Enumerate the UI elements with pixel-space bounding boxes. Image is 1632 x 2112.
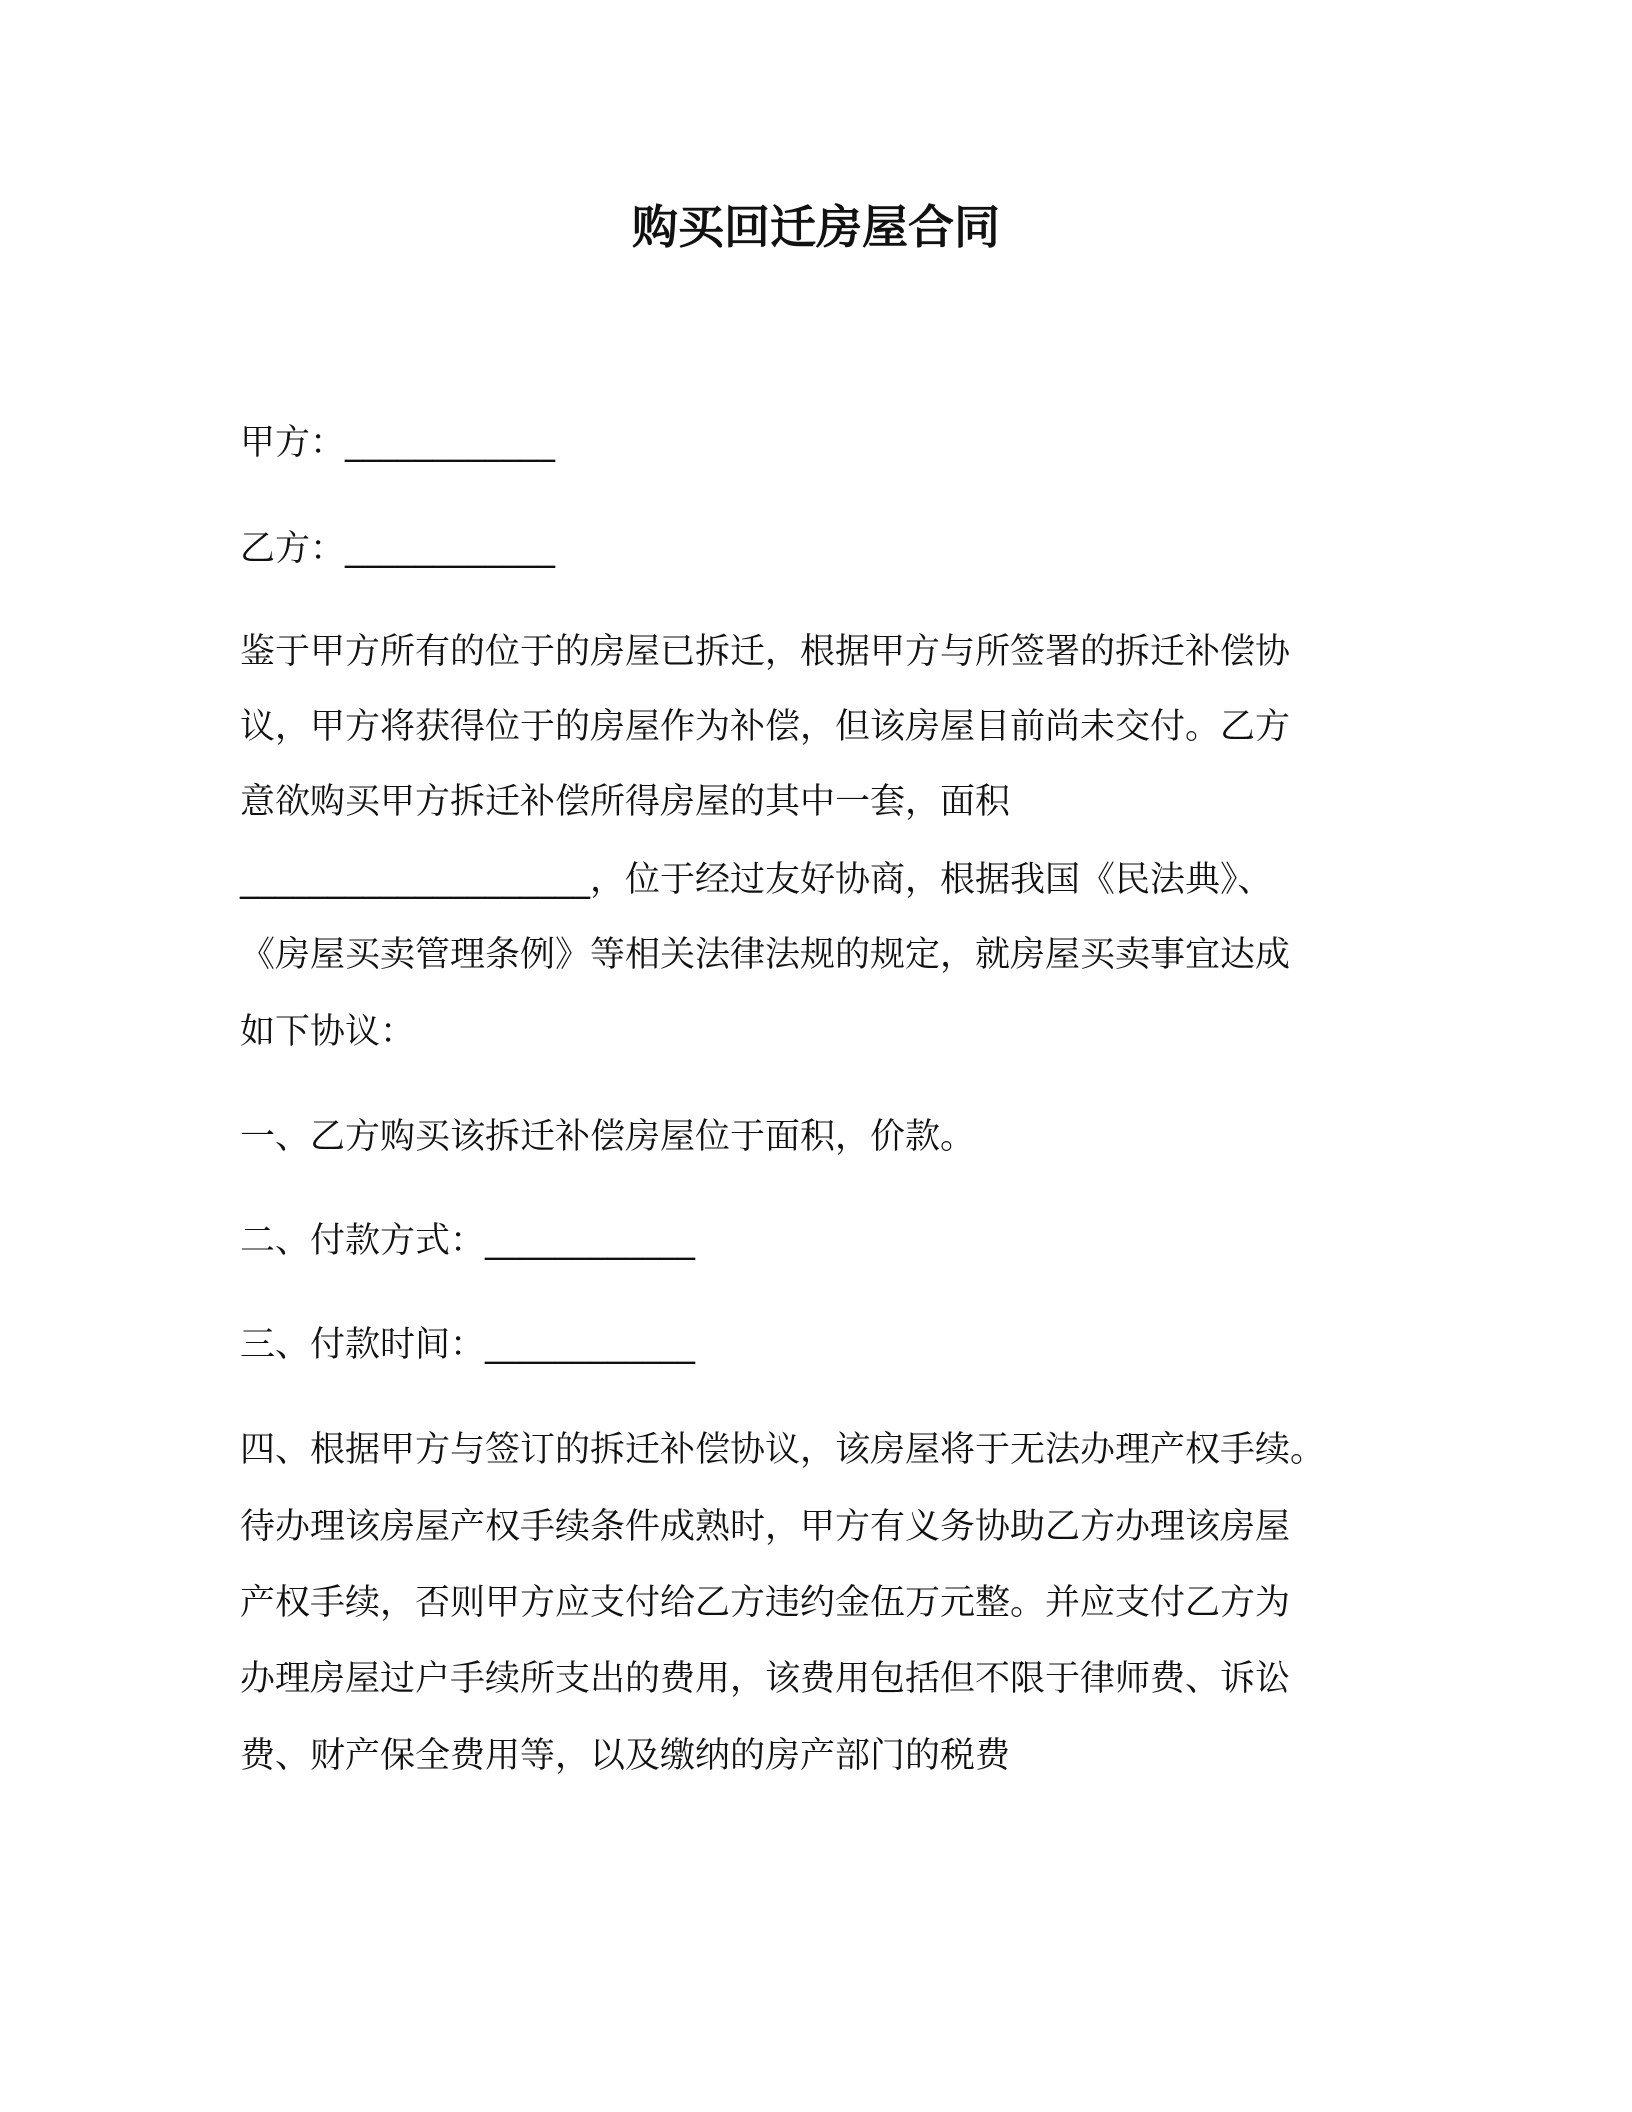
clause-1: 一、乙方购买该拆迁补偿房屋位于面积，价款。 [240,1117,976,1157]
document-title: 购买回迁房屋合同 [632,200,1000,254]
clause-4-line: 产权手续，否则甲方应支付给乙方违约金伍万元整。并应支付乙方为 [240,1583,1291,1623]
preamble-line: 《房屋买卖管理条例》等相关法律法规的规定，就房屋买卖事宜达成 [240,935,1291,975]
clause-4-line: 待办理该房屋产权手续条件成熟时，甲方有义务协助乙方办理该房屋 [240,1507,1291,1547]
clause-4-line: 办理房屋过户手续所支出的费用，该费用包括但不限于律师费、诉讼 [240,1659,1291,1699]
preamble-line: 如下协议： [240,1012,416,1052]
clause-4-line: 费、财产保全费用等，以及缴纳的房产部门的税费 [240,1736,1011,1776]
clause-3: 三、付款时间：____________ [240,1325,696,1365]
preamble-line: ____________________，位于经过友好协商，根据我国《民法典》、 [240,860,1273,900]
party-b-line: 乙方：____________ [240,529,556,569]
preamble-line: 鉴于甲方所有的位于的房屋已拆迁，根据甲方与所签署的拆迁补偿协 [240,632,1291,672]
clause-2: 二、付款方式：____________ [240,1221,696,1261]
preamble-line: 意欲购买甲方拆迁补偿所得房屋的其中一套，面积 [240,782,1011,822]
clause-4-line: 四、根据甲方与签订的拆迁补偿协议，该房屋将于无法办理产权手续。 [240,1430,1326,1470]
party-a-line: 甲方：____________ [240,423,556,463]
preamble-line: 议，甲方将获得位于的房屋作为补偿，但该房屋目前尚未交付。乙方 [240,707,1291,747]
